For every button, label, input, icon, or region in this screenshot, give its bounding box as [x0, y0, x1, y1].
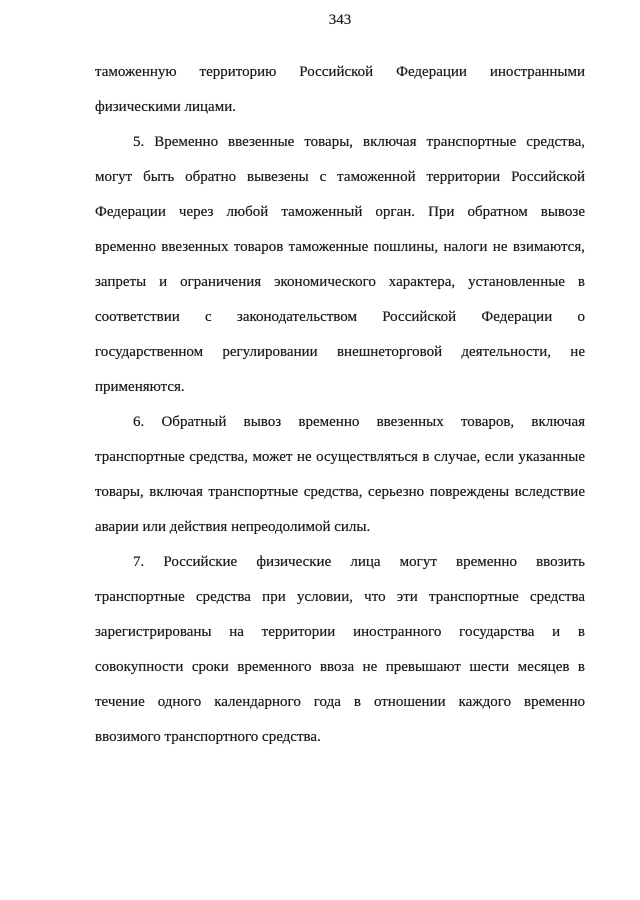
text-line: зарегистрированы на территории иностранного государства и в: [95, 624, 585, 640]
text-line: 7. Российские физические лица могут временно ввозить: [133, 554, 585, 570]
text-line: течение одного календарного года в отношении каждого временно: [95, 694, 585, 710]
page-number: 343: [328, 12, 352, 28]
text-line: совокупности сроки временного ввоза не превышают шести месяцев в: [95, 659, 585, 675]
paragraph: [95, 55, 585, 125]
text-line: государственном регулировании внешнеторговой деятельности, не: [95, 344, 585, 360]
text-line: транспортные средства, может не осуществляться в случае, если указанные: [95, 449, 585, 465]
text-line: ввозимого транспортного средства.: [95, 729, 321, 745]
text-line: 6. Обратный вывоз временно ввезенных товаров, включая: [133, 414, 585, 430]
text-line: соответствии с законодательством Российской Федерации о: [95, 309, 585, 325]
paragraph: [95, 405, 585, 545]
text-line: 5. Временно ввезенные товары, включая транспортные средства,: [133, 134, 585, 150]
paragraph: [95, 545, 585, 755]
text-line: таможенную территорию Российской Федерации иностранными: [95, 64, 585, 80]
text-line: могут быть обратно вывезены с таможенной территории Российской: [95, 169, 585, 185]
text-line: временно ввезенных товаров таможенные пошлины, налоги не взимаются,: [95, 239, 585, 255]
text-line: аварии или действия непреодолимой силы.: [95, 519, 371, 535]
text-line: товары, включая транспортные средства, серьезно повреждены вследствие: [95, 484, 585, 500]
text-line: физическими лицами.: [95, 99, 236, 115]
text-line: транспортные средства при условии, что эти транспортные средства: [95, 589, 585, 605]
paragraph: [95, 125, 585, 405]
text-line: Федерации через любой таможенный орган. При обратном вывозе: [95, 204, 585, 220]
text-line: применяются.: [95, 379, 185, 395]
text-line: запреты и ограничения экономического характера, установленные в: [95, 274, 585, 290]
document-body: [95, 55, 585, 755]
